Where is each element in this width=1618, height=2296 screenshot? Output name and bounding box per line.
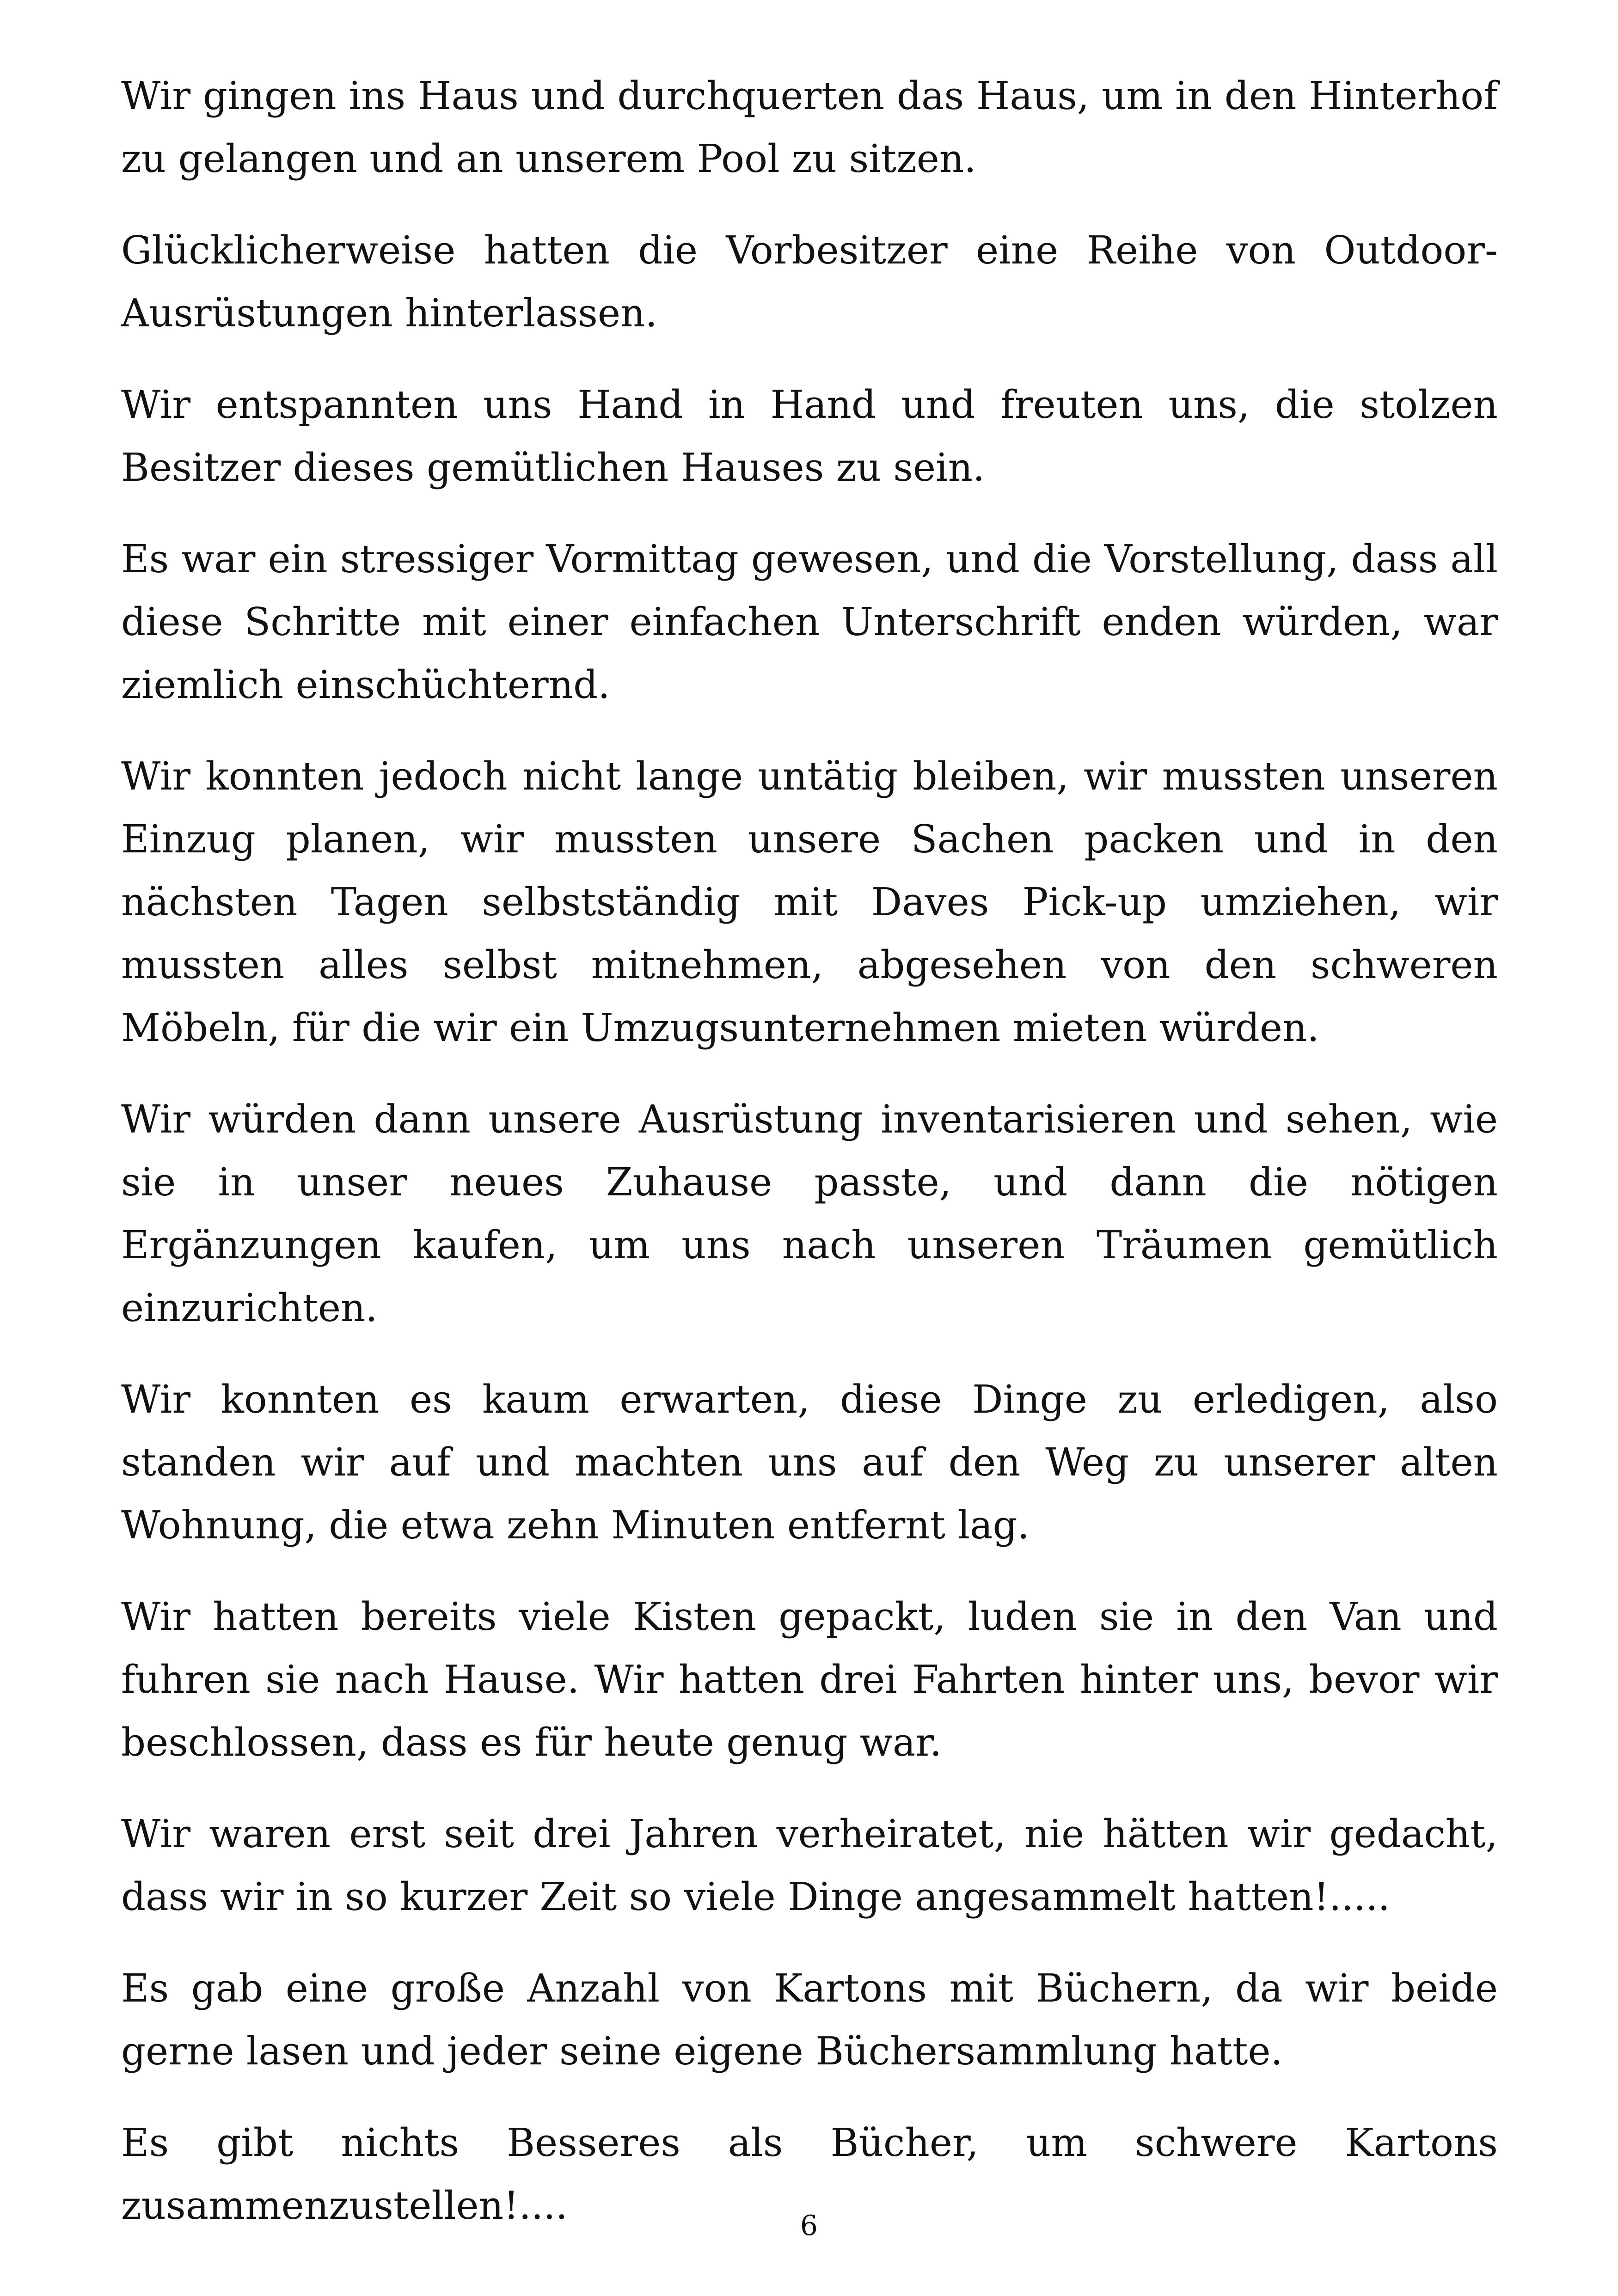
- paragraph: Wir hatten bereits viele Kisten gepackt, luden sie in den Van und fuhren sie nach Hause. Wir hatten drei Fahrten hinter uns, bevor wir beschlossen, dass es für heute genug war.: [121, 1594, 1498, 1765]
- paragraph: Es gab eine große Anzahl von Kartons mit Büchern, da wir beide gerne lasen und jeder seine eigene Büchersammlung hatte.: [121, 1966, 1498, 2074]
- paragraph: Es gibt nichts Besseres als Bücher, um schwere Kartons zusammenzustellen!....: [121, 2120, 1498, 2228]
- paragraph: Wir konnten jedoch nicht lange untätig bleiben, wir mussten unseren Einzug planen, wir mussten unsere Sachen packen und in den nächsten Tagen selbstständig mit Daves Pick-up umziehen, wir mussten alles selbst mitnehmen, abgesehen von den schweren Möbeln, für die wir ein Umzugsunternehmen mieten würden.: [121, 754, 1498, 1050]
- document-body: [121, 65, 1498, 2266]
- paragraph: Wir konnten es kaum erwarten, diese Dinge zu erledigen, also standen wir auf und machten uns auf den Weg zu unserer alten Wohnung, die etwa zehn Minuten entfernt lag.: [121, 1377, 1498, 1548]
- paragraph: Wir würden dann unsere Ausrüstung inventarisieren und sehen, wie sie in unser neues Zuhause passte, und dann die nötigen Ergänzungen kaufen, um uns nach unseren Träumen gemütlich einzurichten.: [121, 1097, 1498, 1330]
- paragraph: Wir entspannten uns Hand in Hand und freuten uns, die stolzen Besitzer dieses gemütlichen Hauses zu sein.: [121, 382, 1498, 490]
- page-number: 6: [800, 2210, 818, 2242]
- paragraph: Es war ein stressiger Vormittag gewesen, und die Vorstellung, dass all diese Schritte mit einer einfachen Unterschrift enden würden, war ziemlich einschüchternd.: [121, 537, 1498, 707]
- paragraph: Wir waren erst seit drei Jahren verheiratet, nie hätten wir gedacht, dass wir in so kurzer Zeit so viele Dinge angesammelt hatten!.....: [121, 1812, 1498, 1919]
- paragraph: Wir gingen ins Haus und durchquerten das Haus, um in den Hinterhof zu gelangen und an unserem Pool zu sitzen.: [121, 73, 1498, 181]
- paragraph: Glücklicherweise hatten die Vorbesitzer eine Reihe von Outdoor-Ausrüstungen hinterlassen.: [121, 228, 1498, 336]
